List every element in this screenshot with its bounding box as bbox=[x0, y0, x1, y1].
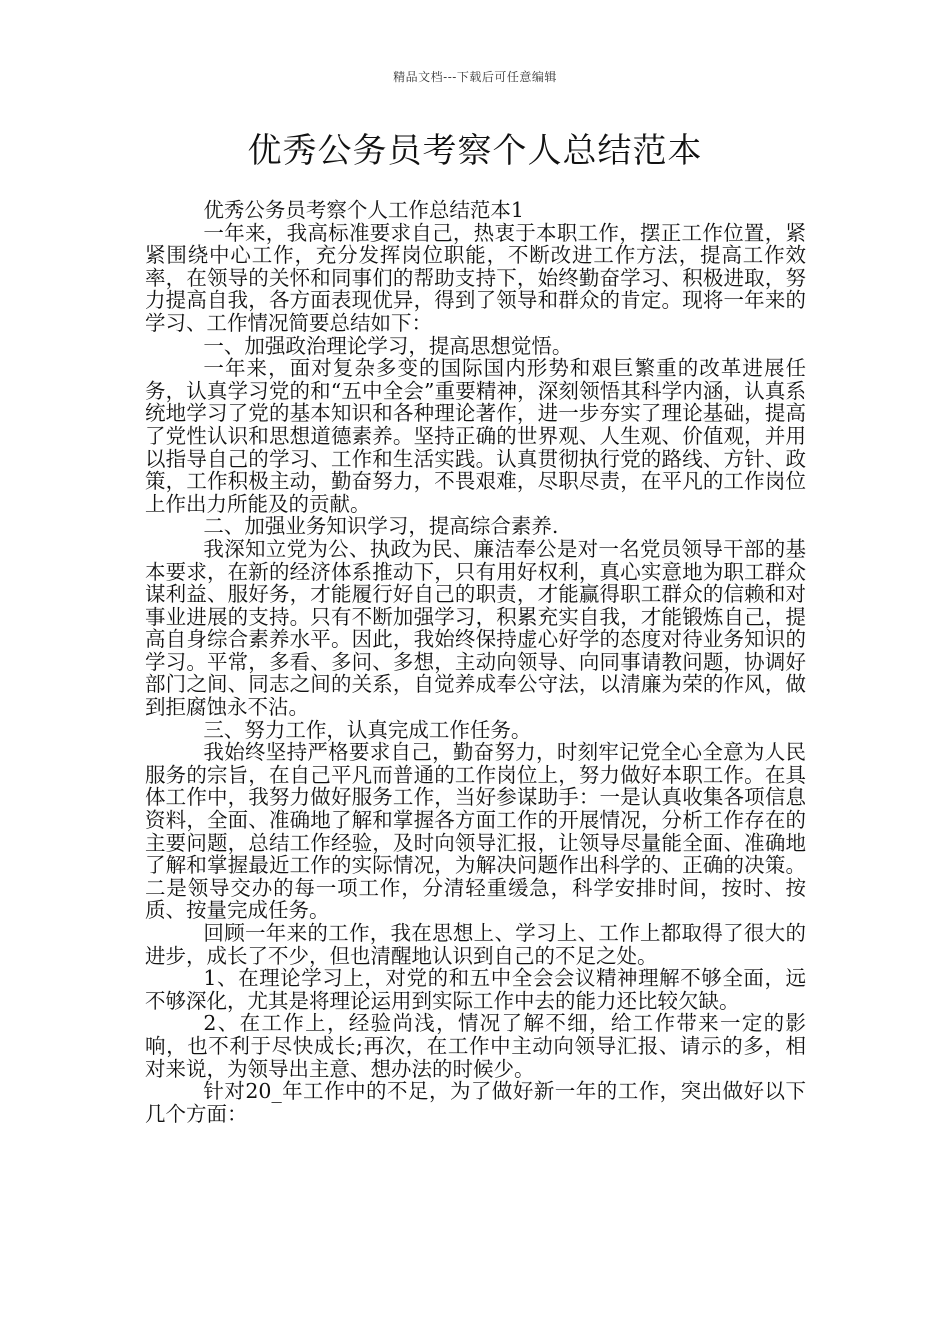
list-item: 2、在工作上，经验尚浅，情况了解不细，给工作带来一定的影响，也不利于尽快成长;再次，在工作中主动向领导汇报、请示的多，相对来说，为领导出主意、想办法的时候少。 bbox=[145, 1011, 806, 1081]
section-heading: 一、加强政治理论学习，提高思想觉悟。 bbox=[203, 333, 573, 358]
intro-paragraph: 一年来，我高标准要求自己，热衷于本职工作，摆正工作位置，紧紧围绕中心工作，充分发挥岗位职能，不断改进工作方法，提高工作效率，在领导的关怀和同事们的帮助支持下，始终勤奋学习、积极进取，努力提高自我，各方面表现优异，得到了领导和群众的肯定。现将一年来的学习、工作情况简要总结如下： bbox=[145, 220, 806, 335]
subtitle-paragraph: 优秀公务员考察个人工作总结范本1 bbox=[203, 198, 524, 222]
list-item: 1、在理论学习上，对党的和五中全会会议精神理解不够全面，远不够深化，尤其是将理论运用到实际工作中去的能力还比较欠缺。 bbox=[145, 966, 806, 1013]
header-note: 精品文档---下载后可任意编辑 bbox=[393, 70, 557, 84]
section-heading: 二、加强业务知识学习，提高综合素养. bbox=[203, 514, 559, 539]
body-paragraph: 一年来，面对复杂多变的国际国内形势和艰巨繁重的改革进展任务，认真学习党的和“五中全会”重要精神，深刻领悟其科学内涵，认真系统地学习了党的基本知识和各种理论著作，进一步夯实了理论基础，提高了党性认识和思想道德素养。坚持正确的世界观、人生观、价值观，并用以指导自己的学习、工作和生活实践。认真贯彻执行党的路线、方针、政策，工作积极主动，勤奋努力，不畏艰难，尽职尽责，在平凡的工作岗位上作出力所能及的贡献。 bbox=[145, 356, 806, 516]
document-title: 优秀公务员考察个人总结范本 bbox=[247, 131, 703, 171]
body-paragraph: 针对20_年工作中的不足，为了做好新一年的工作，突出做好以下几个方面： bbox=[145, 1079, 806, 1126]
document-body bbox=[145, 199, 806, 1125]
body-paragraph: 回顾一年来的工作，我在思想上、学习上、工作上都取得了很大的进步，成长了不少，但也清醒地认识到自己的不足之处。 bbox=[145, 921, 806, 968]
body-paragraph: 我始终坚持严格要求自己，勤奋努力，时刻牢记党全心全意为人民服务的宗旨，在自己平凡而普通的工作岗位上，努力做好本职工作。在具体工作中，我努力做好服务工作，当好参谋助手：一是认真收集各项信息资料，全面、准确地了解和掌握各方面工作的开展情况，分析工作存在的主要问题，总结工作经验，及时向领导汇报，让领导尽量能全面、准确地了解和掌握最近工作的实际情况，为解决问题作出科学的、正确的决策。二是领导交办的每一项工作，分清轻重缓急，科学安排时间，按时、按质、按量完成任务。 bbox=[145, 740, 806, 923]
section-heading: 三、努力工作，认真完成工作任务。 bbox=[203, 717, 532, 742]
body-paragraph: 我深知立党为公、执政为民、廉洁奉公是对一名党员领导干部的基本要求，在新的经济体系推动下，只有用好权利，真心实意地为职工群众谋利益、服好务，才能履行好自己的职责，才能赢得职工群众的信赖和对事业进展的支持。只有不断加强学习，积累充实自我，才能锻炼自己，提高自身综合素养水平。因此，我始终保持虚心好学的态度对待业务知识的学习。平常，多看、多问、多想，主动向领导、向同事请教问题，协调好部门之间、同志之间的关系，自觉养成奉公守法，以清廉为荣的作风，做到拒腐蚀永不沾。 bbox=[145, 536, 806, 720]
